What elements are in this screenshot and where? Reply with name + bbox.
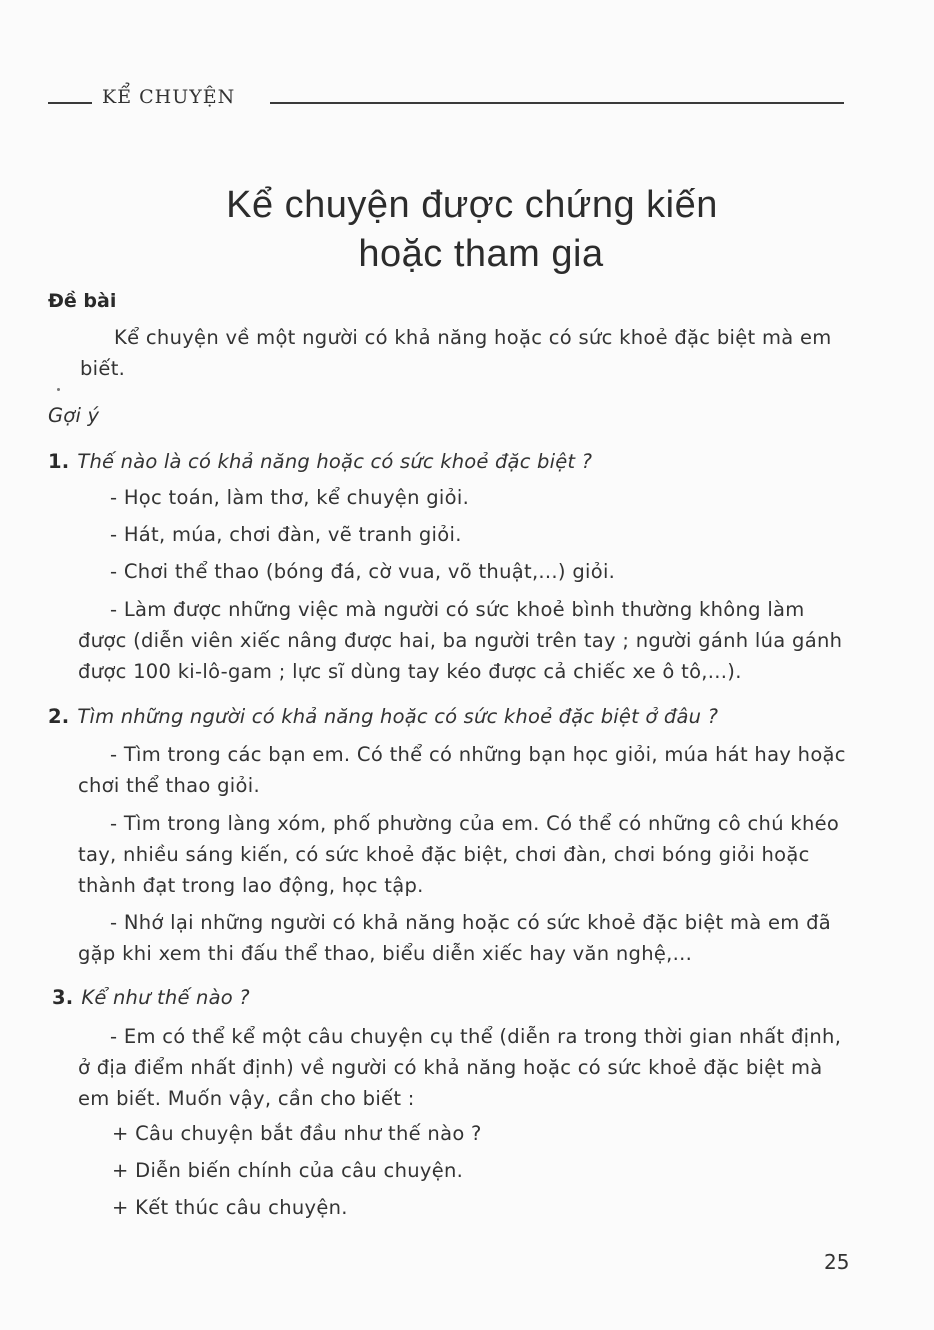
question-2-number: 2. <box>48 705 70 728</box>
question-2-text: Tìm những người có khả năng hoặc có sức khoẻ đặc biệt ở đâu ? <box>77 705 719 728</box>
page-title-line-1: Kể chuyện được chứng kiến <box>226 184 718 226</box>
q2-item-3-text: - Nhớ lại những người có khả năng hoặc có sức khoẻ đặc biệt mà em đã gặp khi xem thi đấu thể thao, biểu diễn xiếc hay văn nghệ,... <box>78 911 832 965</box>
q2-item-2-text: - Tìm trong làng xóm, phố phường của em. Có thể có những cô chú khéo tay, nhiều sáng kiến, có sức khoẻ đặc biệt, chơi đàn, chơi bóng giỏi hoặc thành đạt trong lao động, học tập. <box>78 812 840 897</box>
question-1-text: Thế nào là có khả năng hoặc có sức khoẻ đặc biệt ? <box>77 450 593 473</box>
question-3-number: 3. <box>52 986 74 1009</box>
header-rule-right <box>270 102 844 104</box>
q1-item-4 <box>78 594 850 687</box>
q1-item-2: - Hát, múa, chơi đàn, vẽ tranh giỏi. <box>110 523 462 546</box>
question-2 <box>48 705 718 728</box>
q2-item-2 <box>78 808 850 901</box>
q2-item-3 <box>78 907 850 969</box>
page-title-line-2: hoặc tham gia <box>358 233 604 275</box>
header-rule-left <box>48 102 92 104</box>
q2-item-1 <box>78 739 850 801</box>
section-label: KỂ CHUYỆN <box>102 86 236 108</box>
question-3-text: Kể như thế nào ? <box>81 986 250 1009</box>
q1-item-1: - Học toán, làm thơ, kể chuyện giỏi. <box>110 486 470 509</box>
q1-item-3: - Chơi thể thao (bóng đá, cờ vua, võ thuật,...) giỏi. <box>110 560 616 583</box>
q1-item-4-text: - Làm được những việc mà người có sức khoẻ bình thường không làm được (diễn viên xiếc nâng được hai, ba người trên tay ; người gánh lúa gánh được 100 ki-lô-gam ; lực sĩ dùng tay kéo được cả chiếc xe ô tô,...). <box>78 598 843 683</box>
question-1 <box>48 450 592 473</box>
q3-item-2: + Diễn biến chính của câu chuyện. <box>112 1159 464 1182</box>
q3-item-1: + Câu chuyện bắt đầu như thế nào ? <box>112 1122 482 1145</box>
q2-item-1-text: - Tìm trong các bạn em. Có thể có những bạn học giỏi, múa hát hay hoặc chơi thể thao giỏi. <box>78 743 846 797</box>
section-header <box>48 86 844 110</box>
q3-intro-text: - Em có thể kể một câu chuyện cụ thể (diễn ra trong thời gian nhất định, ở địa điểm nhất định) về người có khả năng hoặc có sức khoẻ đặc biệt mà em biết. Muốn vậy, cần cho biết : <box>78 1025 842 1110</box>
question-1-number: 1. <box>48 450 70 473</box>
page-number: 25 <box>824 1250 850 1274</box>
q3-intro <box>78 1021 850 1114</box>
scan-speck <box>57 388 60 391</box>
de-bai-heading: Đề bài <box>48 290 117 312</box>
q3-item-3: + Kết thúc câu chuyện. <box>112 1196 348 1219</box>
de-bai-text <box>80 322 850 384</box>
question-3 <box>52 986 250 1009</box>
de-bai-paragraph: Kể chuyện về một người có khả năng hoặc có sức khoẻ đặc biệt mà em biết. <box>80 326 832 380</box>
goi-y-heading: Gợi ý <box>48 404 100 427</box>
